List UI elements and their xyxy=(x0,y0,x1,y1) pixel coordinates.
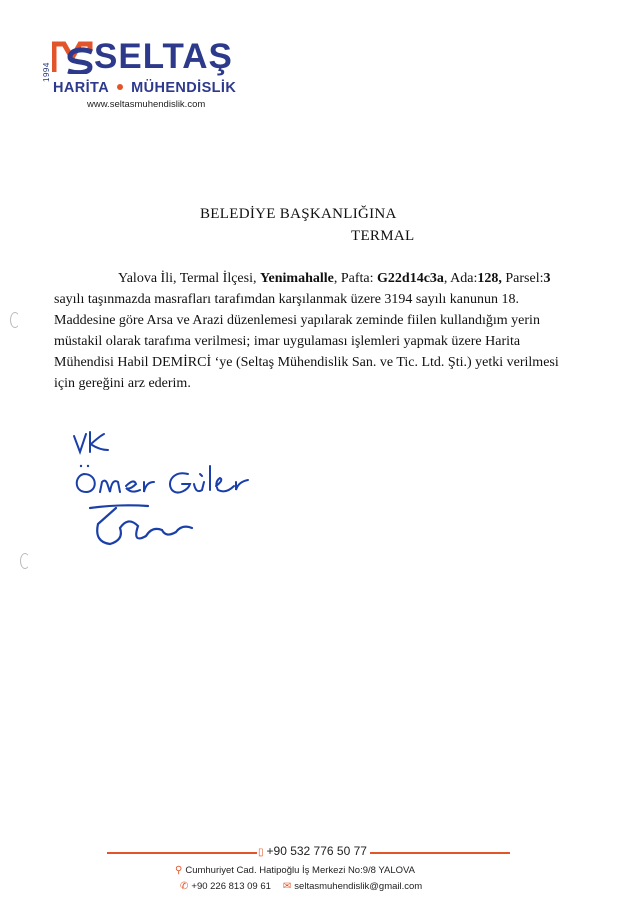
addressee-city: TERMAL xyxy=(351,228,415,244)
punch-hole-mark xyxy=(20,553,30,569)
logo-monogram-icon xyxy=(52,40,96,74)
phone-icon: ✆ xyxy=(180,881,189,892)
body-text-4: Parsel: xyxy=(505,271,544,286)
footer-address xyxy=(175,865,415,876)
body-text-5: sayılı taşınmazda masrafları tarafımdan karşılanmak üzere 3194 sayılı kanunun 18. Maddesine göre Arsa ve Arazi düzenlemesi yapılarak zeminde fiilen kullandığım yerin müstakil olarak tarafıma verilmesi; imar uygulaması işlemleri yapmak üzere Harita Mühendisi Habil DEMİRCİ ‘ye (Seltaş Mühendislik San. ve Tic. Ltd. Şti.) yetki verilmesi için gereğini arz ederim. xyxy=(54,292,559,391)
footer-mobile xyxy=(258,844,367,858)
village-name: Yenimahalle xyxy=(259,271,334,286)
logo-year: 1994 xyxy=(42,62,51,82)
logo-sub-right: MÜHENDİSLİK xyxy=(131,80,237,96)
logo-website: www.seltasmuhendislik.com xyxy=(87,99,206,110)
parsel-value: 3 xyxy=(543,271,551,286)
logo-brand: SELTAŞ xyxy=(94,37,233,76)
handwritten-signature xyxy=(70,420,310,570)
footer-divider-right xyxy=(370,852,510,854)
pafta-value: G22d14c3a xyxy=(377,271,444,286)
logo-dot-icon xyxy=(117,84,123,90)
footer-contact xyxy=(180,881,422,892)
footer-address-text: Cumhuriyet Cad. Hatipoğlu İş Merkezi No:9/8 YALOVA xyxy=(185,865,416,876)
body-text-2: , Pafta: xyxy=(333,271,378,286)
mobile-phone-icon: ▯ xyxy=(258,847,264,858)
footer-divider-left xyxy=(107,852,257,854)
company-logo xyxy=(30,36,270,116)
petition-body xyxy=(54,268,564,394)
footer-mobile-number: +90 532 776 50 77 xyxy=(266,844,367,858)
ada-value: 128, xyxy=(477,271,502,286)
footer-phone-number: +90 226 813 09 61 xyxy=(191,881,271,892)
body-text-3: , Ada: xyxy=(443,271,478,286)
punch-hole-mark xyxy=(10,312,20,328)
body-text-1: Yalova İli, Termal İlçesi, xyxy=(118,271,260,286)
envelope-icon: ✉ xyxy=(282,881,292,892)
logo-subtitle xyxy=(53,80,236,96)
addressee-title: BELEDİYE BAŞKANLIĞINA xyxy=(200,206,397,222)
logo-sub-left: HARİTA xyxy=(53,80,110,96)
body-paragraph xyxy=(54,268,564,394)
location-pin-icon: ⚲ xyxy=(175,865,183,876)
footer-email: seltasmuhendislik@gmail.com xyxy=(294,881,423,892)
